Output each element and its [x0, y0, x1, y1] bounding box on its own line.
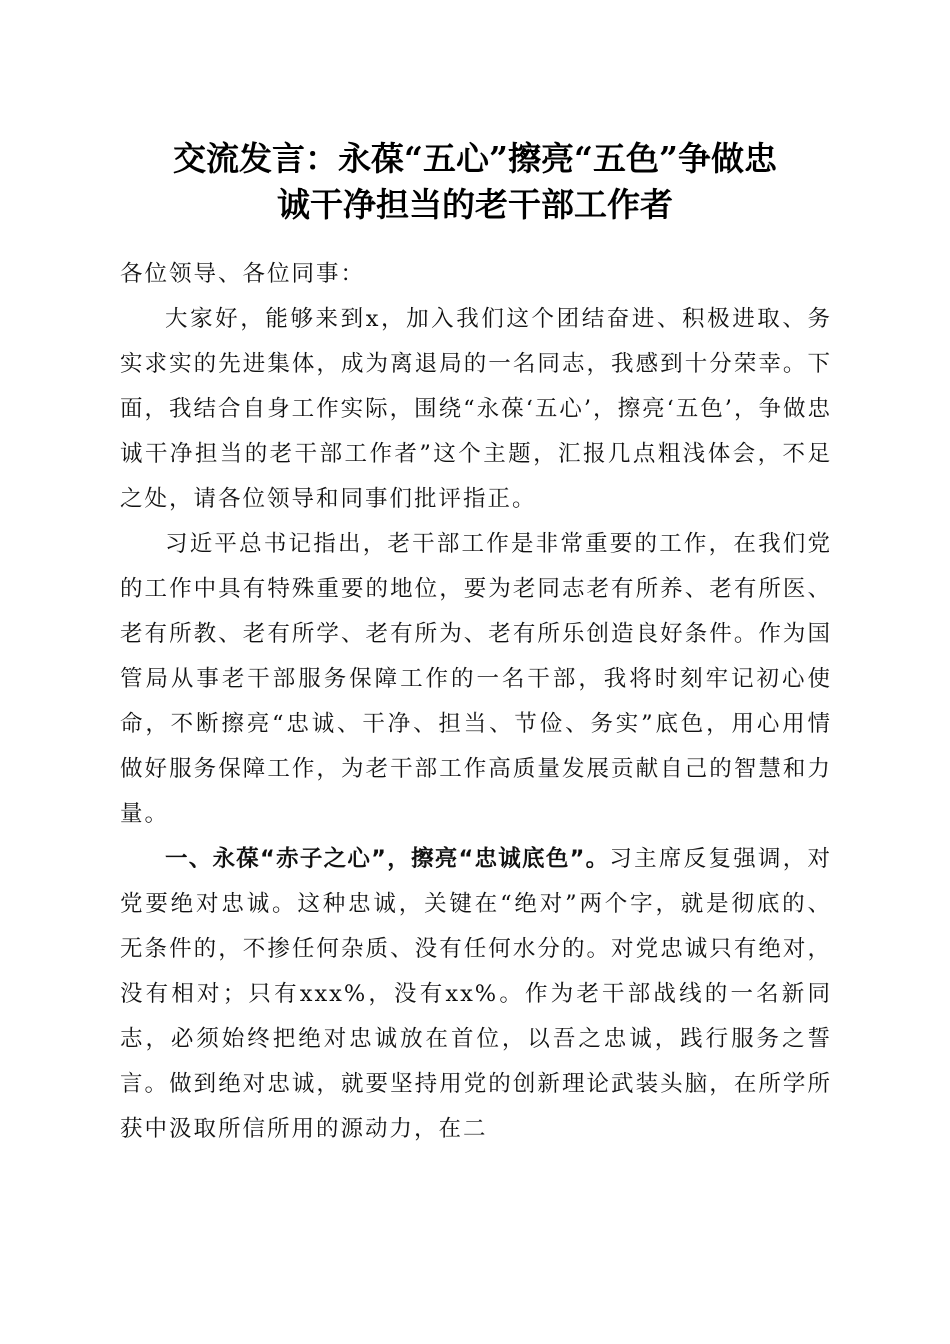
paragraph-intro: 大家好，能够来到x，加入我们这个团结奋进、积极进取、务实求实的先进集体，成为离退局的一名同志，我感到十分荣幸。下面，我结合自身工作实际，围绕“永葆‘五心’，擦亮‘五色’，争做忠诚干净担当的老干部工作者”这个主题，汇报几点粗浅体会，不足之处，请各位领导和同事们批评指正。	[120, 306, 832, 512]
section-1-heading: 一、永葆“赤子之心”，擦亮“忠诚底色”。	[165, 846, 610, 872]
title-line-2: 诚干净担当的老干部工作者	[277, 185, 673, 224]
paragraph-context: 习近平总书记指出，老干部工作是非常重要的工作，在我们党的工作中具有特殊重要的地位，要为老同志老有所养、老有所医、老有所教、老有所学、老有所为、老有所乐创造良好条件。作为国管局从事老干部服务保障工作的一名干部，我将时刻牢记初心使命，不断擦亮“忠诚、干净、担当、节俭、务实”底色，用心用情做好服务保障工作，为老干部工作高质量发展贡献自己的智慧和力量。	[120, 531, 832, 827]
title-line-1: 交流发言：永葆“五心”擦亮“五色”争做忠	[173, 139, 777, 178]
paragraph-section-1	[120, 837, 832, 1152]
document-body	[120, 252, 832, 1152]
section-1-text: 习主席反复强调，对党要绝对忠诚。这种忠诚，关键在“绝对”两个字，就是彻底的、无条件的，不掺任何杂质、没有任何水分的。对党忠诚只有绝对，没有相对；只有xxx%，没有xx%。作为老干部战线的一名新同志，必须始终把绝对忠诚放在首位，以吾之忠诚，践行服务之誓言。做到绝对忠诚，就要坚持用党的创新理论武装头脑，在所学所获中汲取所信所用的源动力，在二	[120, 846, 832, 1142]
salutation: 各位领导、各位同事：	[120, 261, 366, 287]
document-title	[110, 136, 840, 228]
